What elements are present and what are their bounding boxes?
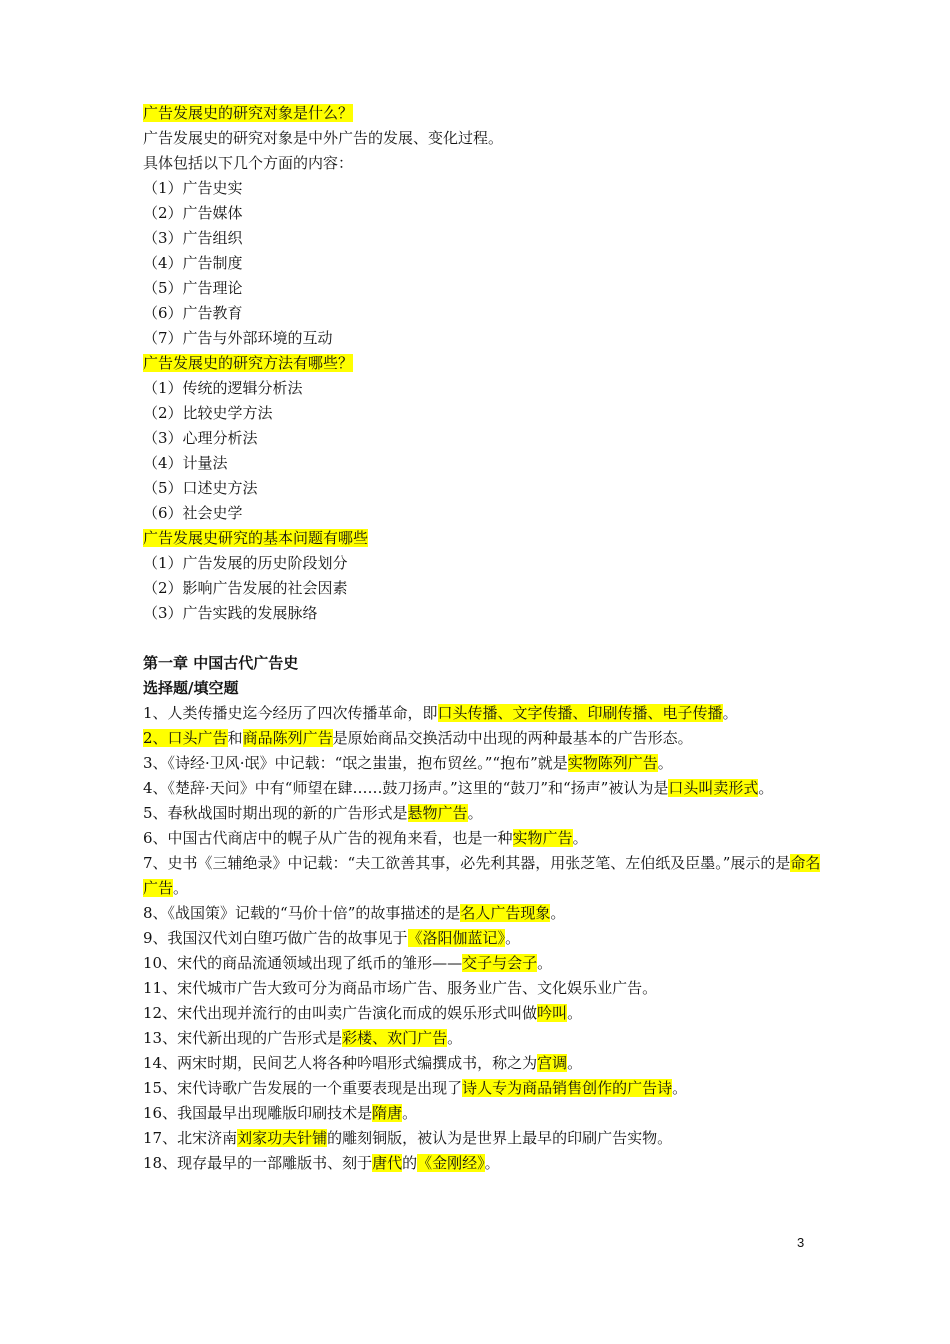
list-item: 4、《楚辞·天问》中有“师望在肆……鼓刀扬声。”这里的“鼓刀”和“扬声”被认为是口头叫卖形式。 [143, 779, 774, 797]
list-item: （4）计量法 [143, 454, 228, 472]
list-item: 11、宋代城市广告大致可分为商品市场广告、服务业广告、文化娱乐业广告。 [143, 979, 658, 997]
list-item: 1、人类传播史迄今经历了四次传播革命，即口头传播、文字传播、印刷传播、电子传播。 [143, 704, 738, 722]
list-item: （3）广告实践的发展脉络 [143, 604, 318, 622]
list-item: 2、口头广告和商品陈列广告是原始商品交换活动中出现的两种最基本的广告形态。 [143, 729, 693, 747]
list-item: （2）广告媒体 [143, 204, 243, 222]
list-item: 5、春秋战国时期出现的新的广告形式是悬物广告。 [143, 804, 483, 822]
list-item: 18、现存最早的一部雕版书、刻于唐代的《金刚经》。 [143, 1154, 500, 1172]
list-item: （7）广告与外部环境的互动 [143, 329, 333, 347]
list-item: 14、两宋时期，民间艺人将各种吟唱形式编撰成书，称之为宫调。 [143, 1054, 583, 1072]
list-item: （3）广告组织 [143, 229, 243, 247]
list-item: （6）社会史学 [143, 504, 243, 522]
list-item: （2）影响广告发展的社会因素 [143, 579, 348, 597]
list-item: 9、我国汉代刘白堕巧做广告的故事见于《洛阳伽蓝记》。 [143, 929, 521, 947]
paragraph: 具体包括以下几个方面的内容： [143, 154, 354, 172]
list-item: （6）广告教育 [143, 304, 243, 322]
chapter-title: 第一章 中国古代广告史 [143, 654, 299, 672]
list-item: 10、宋代的商品流通领域出现了纸币的雏形——交子与会子。 [143, 954, 553, 972]
list-item: （1）广告史实 [143, 179, 243, 197]
list-item: 13、宋代新出现的广告形式是彩楼、欢门广告。 [143, 1029, 463, 1047]
page-content [143, 101, 833, 1176]
list-item: （5）广告理论 [143, 279, 243, 297]
question-heading: 广告发展史研究的基本问题有哪些 [143, 529, 369, 547]
list-item: 17、北宋济南刘家功夫针铺的雕刻铜版，被认为是世界上最早的印刷广告实物。 [143, 1129, 673, 1147]
list-item: （5）口述史方法 [143, 479, 258, 497]
list-item: （1）传统的逻辑分析法 [143, 379, 303, 397]
list-item: （4）广告制度 [143, 254, 243, 272]
question-heading: 广告发展史的研究对象是什么？ [143, 104, 354, 122]
list-item: 15、宋代诗歌广告发展的一个重要表现是出现了诗人专为商品销售创作的广告诗。 [143, 1079, 688, 1097]
section-subtitle: 选择题/填空题 [143, 679, 239, 697]
list-item: （3）心理分析法 [143, 429, 258, 447]
list-item: 8、《战国策》记载的“马价十倍”的故事描述的是名人广告现象。 [143, 904, 566, 922]
paragraph: 广告发展史的研究对象是中外广告的发展、变化过程。 [143, 129, 504, 147]
list-item: 3、《诗经·卫风·氓》中记载：“氓之蚩蚩，抱布贸丝。”“抱布”就是实物陈列广告。 [143, 754, 673, 772]
list-item: （2）比较史学方法 [143, 404, 273, 422]
list-item: 12、宋代出现并流行的由叫卖广告演化而成的娱乐形式叫做吟叫。 [143, 1004, 583, 1022]
spacer [143, 626, 833, 651]
list-item: 6、中国古代商店中的幌子从广告的视角来看，也是一种实物广告。 [143, 829, 588, 847]
list-item: 7、史书《三辅绝录》中记载：“夫工欲善其事，必先利其器，用张芝笔、左伯纸及臣墨。”展示的是命名广告。 [143, 854, 821, 897]
list-item: （1）广告发展的历史阶段划分 [143, 554, 348, 572]
page-number: 3 [797, 1235, 805, 1250]
list-item: 16、我国最早出现雕版印刷技术是隋唐。 [143, 1104, 418, 1122]
question-heading: 广告发展史的研究方法有哪些？ [143, 354, 354, 372]
